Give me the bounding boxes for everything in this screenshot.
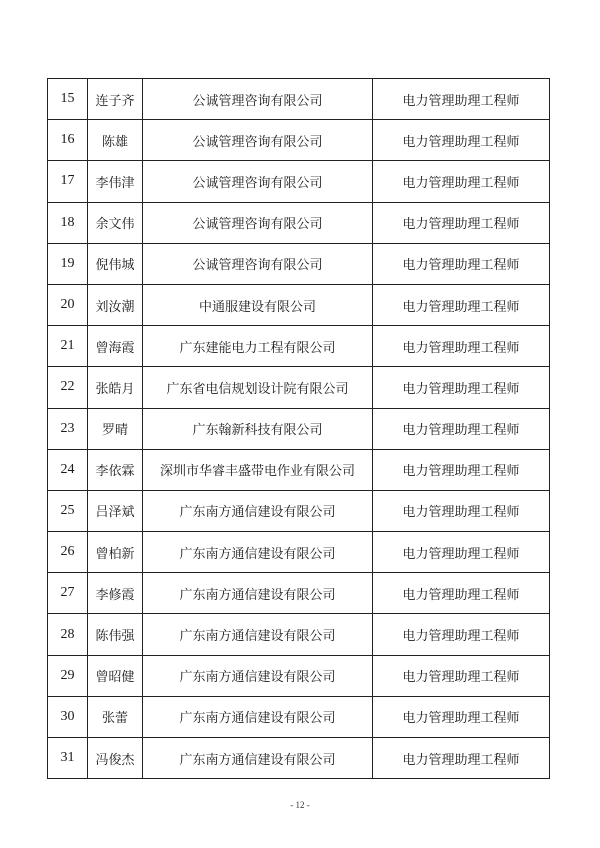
table-row bbox=[48, 161, 550, 202]
title-cell: 电力管理助理工程师 bbox=[373, 738, 550, 779]
name-cell: 张皓月 bbox=[88, 367, 143, 408]
company-cell: 公诚管理咨询有限公司 bbox=[143, 79, 373, 120]
company-cell: 中通服建设有限公司 bbox=[143, 284, 373, 325]
title-cell: 电力管理助理工程师 bbox=[373, 202, 550, 243]
row-number-cell: 18 bbox=[48, 202, 88, 243]
title-cell: 电力管理助理工程师 bbox=[373, 408, 550, 449]
row-number-cell: 29 bbox=[48, 655, 88, 696]
name-cell: 曾海霞 bbox=[88, 326, 143, 367]
row-number-cell: 31 bbox=[48, 738, 88, 779]
table-row bbox=[48, 490, 550, 531]
title-cell: 电力管理助理工程师 bbox=[373, 696, 550, 737]
title-cell: 电力管理助理工程师 bbox=[373, 449, 550, 490]
name-cell: 李依霖 bbox=[88, 449, 143, 490]
table-row bbox=[48, 284, 550, 325]
row-number-cell: 25 bbox=[48, 490, 88, 531]
name-cell: 张蕾 bbox=[88, 696, 143, 737]
company-cell: 广东南方通信建设有限公司 bbox=[143, 738, 373, 779]
company-cell: 公诚管理咨询有限公司 bbox=[143, 161, 373, 202]
name-cell: 冯俊杰 bbox=[88, 738, 143, 779]
company-cell: 广东南方通信建设有限公司 bbox=[143, 573, 373, 614]
name-cell: 李修霞 bbox=[88, 573, 143, 614]
company-cell: 广东翰新科技有限公司 bbox=[143, 408, 373, 449]
name-cell: 刘汝潮 bbox=[88, 284, 143, 325]
row-number-cell: 16 bbox=[48, 120, 88, 161]
company-cell: 广东南方通信建设有限公司 bbox=[143, 655, 373, 696]
row-number-cell: 26 bbox=[48, 532, 88, 573]
row-number-cell: 22 bbox=[48, 367, 88, 408]
table-row bbox=[48, 243, 550, 284]
title-cell: 电力管理助理工程师 bbox=[373, 532, 550, 573]
table-row bbox=[48, 79, 550, 120]
company-cell: 公诚管理咨询有限公司 bbox=[143, 243, 373, 284]
table-row bbox=[48, 614, 550, 655]
row-number-cell: 19 bbox=[48, 243, 88, 284]
table-row bbox=[48, 696, 550, 737]
row-number-cell: 17 bbox=[48, 161, 88, 202]
row-number-cell: 15 bbox=[48, 79, 88, 120]
name-cell: 陈雄 bbox=[88, 120, 143, 161]
title-cell: 电力管理助理工程师 bbox=[373, 161, 550, 202]
title-cell: 电力管理助理工程师 bbox=[373, 326, 550, 367]
table-row bbox=[48, 367, 550, 408]
row-number-cell: 20 bbox=[48, 284, 88, 325]
title-cell: 电力管理助理工程师 bbox=[373, 79, 550, 120]
row-number-cell: 23 bbox=[48, 408, 88, 449]
table-row bbox=[48, 326, 550, 367]
company-cell: 广东建能电力工程有限公司 bbox=[143, 326, 373, 367]
title-cell: 电力管理助理工程师 bbox=[373, 490, 550, 531]
title-cell: 电力管理助理工程师 bbox=[373, 655, 550, 696]
table-row bbox=[48, 408, 550, 449]
row-number-cell: 27 bbox=[48, 573, 88, 614]
page-number: - 12 - bbox=[290, 800, 310, 810]
table-row bbox=[48, 202, 550, 243]
title-cell: 电力管理助理工程师 bbox=[373, 120, 550, 161]
title-cell: 电力管理助理工程师 bbox=[373, 614, 550, 655]
name-cell: 倪伟城 bbox=[88, 243, 143, 284]
name-cell: 曾柏新 bbox=[88, 532, 143, 573]
row-number-cell: 30 bbox=[48, 696, 88, 737]
name-cell: 曾昭健 bbox=[88, 655, 143, 696]
table-row bbox=[48, 655, 550, 696]
company-cell: 广东南方通信建设有限公司 bbox=[143, 532, 373, 573]
row-number-cell: 21 bbox=[48, 326, 88, 367]
company-cell: 公诚管理咨询有限公司 bbox=[143, 202, 373, 243]
company-cell: 广东省电信规划设计院有限公司 bbox=[143, 367, 373, 408]
title-cell: 电力管理助理工程师 bbox=[373, 367, 550, 408]
name-cell: 余文伟 bbox=[88, 202, 143, 243]
title-cell: 电力管理助理工程师 bbox=[373, 284, 550, 325]
table-row bbox=[48, 449, 550, 490]
company-cell: 广东南方通信建设有限公司 bbox=[143, 490, 373, 531]
table-row bbox=[48, 532, 550, 573]
table-row bbox=[48, 738, 550, 779]
row-number-cell: 24 bbox=[48, 449, 88, 490]
roster-table bbox=[47, 78, 550, 779]
table-row bbox=[48, 120, 550, 161]
name-cell: 李伟津 bbox=[88, 161, 143, 202]
name-cell: 罗晴 bbox=[88, 408, 143, 449]
title-cell: 电力管理助理工程师 bbox=[373, 573, 550, 614]
company-cell: 广东南方通信建设有限公司 bbox=[143, 696, 373, 737]
title-cell: 电力管理助理工程师 bbox=[373, 243, 550, 284]
name-cell: 连子齐 bbox=[88, 79, 143, 120]
name-cell: 陈伟强 bbox=[88, 614, 143, 655]
roster-table-body bbox=[48, 79, 550, 779]
row-number-cell: 28 bbox=[48, 614, 88, 655]
company-cell: 公诚管理咨询有限公司 bbox=[143, 120, 373, 161]
company-cell: 深圳市华睿丰盛带电作业有限公司 bbox=[143, 449, 373, 490]
company-cell: 广东南方通信建设有限公司 bbox=[143, 614, 373, 655]
table-row bbox=[48, 573, 550, 614]
name-cell: 吕泽斌 bbox=[88, 490, 143, 531]
